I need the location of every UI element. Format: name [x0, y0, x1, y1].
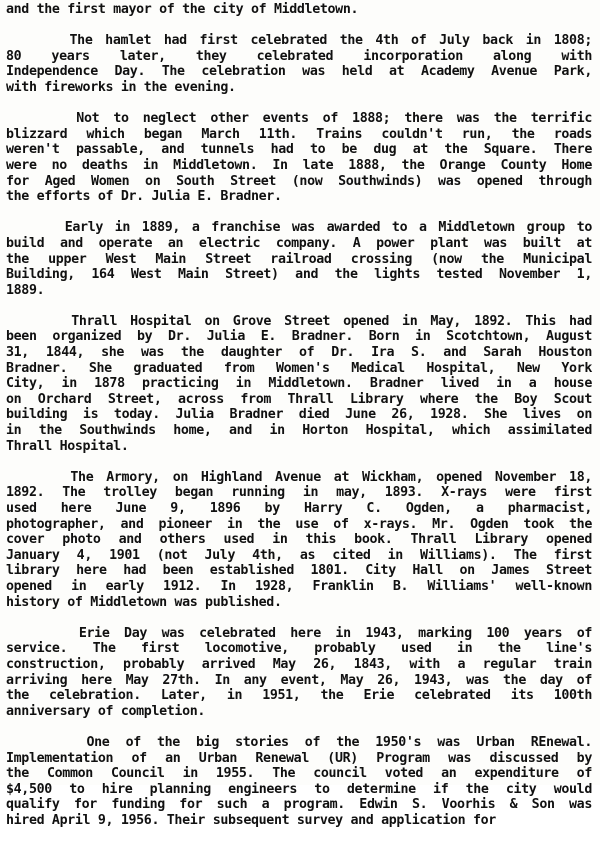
text-line: on Orchard Street, across from Thrall Library where the Boy Scout — [6, 391, 592, 407]
text-line: construction, probably arrived May 26, 1843, with a regular train — [6, 656, 592, 672]
paragraph — [6, 220, 592, 298]
text-line: qualify for funding for such a program. Edwin S. Voorhis & Son was — [6, 797, 592, 813]
text-line: library here had been established 1801. City Hall on James Street — [6, 563, 592, 579]
text-line: Implementation of an Urban Renewal (UR) Program was discussed by — [6, 750, 592, 766]
paragraph — [6, 314, 592, 454]
text-line: build and operate an electric company. A power plant was built at — [6, 235, 592, 251]
text-line: anniversary of completion. — [6, 703, 206, 719]
text-line: been organized by Dr. Julia E. Bradner. Born in Scotchtown, August — [6, 329, 592, 345]
text-line: the upper West Main Street railroad crossing (now the Municipal — [6, 251, 592, 267]
text-line: opened in early 1912. In 1928, Franklin B. Williams' well-known — [6, 578, 592, 594]
text-line: Independence Day. The celebration was held at Academy Avenue Park, — [6, 64, 592, 80]
text-line: building is today. Julia Bradner died June 26, 1928. She lives on — [6, 407, 592, 423]
text-line: cover photo and others used in this book. Thrall Library opened — [6, 532, 592, 548]
paragraph — [6, 626, 592, 720]
paragraph — [6, 470, 592, 610]
text-line: were no deaths in Middletown. In late 1888, the Orange County Home — [6, 157, 592, 173]
text-line: 31, 1844, she was the daughter of Dr. Ira S. and Sarah Houston — [6, 345, 592, 361]
text-line: Thrall Hospital. — [6, 438, 129, 454]
text-line: Building, 164 West Main Street) and the lights tested November 1, — [6, 267, 592, 283]
text-line: for Aged Women on South Street (now Southwinds) was opened through — [6, 173, 592, 189]
text-line: arriving here May 27th. In any event, May 26, 1943, was the day of — [6, 672, 592, 688]
text-line: photographer, and pioneer in the use of x-rays. Mr. Ogden took the — [6, 516, 592, 532]
text-line: hired April 9, 1956. Their subsequent survey and application for — [6, 812, 496, 828]
text-line: weren't passable, and tunnels had to be dug at the Square. There — [6, 142, 592, 158]
text-line: City, in 1878 practicing in Middletown. Bradner lived in a house — [6, 376, 592, 392]
text-line: 1892. The trolley began running in may, 1893. X-rays were first — [6, 485, 592, 501]
text-line: service. The first locomotive, probably used in the line's — [6, 641, 592, 657]
document-body — [6, 2, 592, 844]
text-line: the celebration. Later, in 1951, the Erie celebrated its 100th — [6, 688, 592, 704]
text-line: history of Middletown was published. — [6, 594, 282, 610]
text-line: the efforts of Dr. Julia E. Bradner. — [6, 189, 282, 205]
text-line: Early in 1889, a franchise was awarded to a Middletown group to — [6, 220, 593, 236]
text-line: Thrall Hospital on Grove Street opened in May, 1892. This had — [6, 313, 593, 329]
text-line: and the first mayor of the city of Middletown. — [6, 2, 359, 17]
paragraph — [6, 2, 592, 18]
text-line: Erie Day was celebrated here in 1943, marking 100 years of — [6, 625, 593, 641]
text-line: The hamlet had first celebrated the 4th of July back in 1808; — [6, 33, 593, 49]
text-line: 80 years later, they celebrated incorporation along with — [6, 48, 592, 64]
text-line: with fireworks in the evening. — [6, 79, 236, 95]
text-line: used here June 9, 1896 by Harry C. Ogden, a pharmacist, — [6, 501, 592, 516]
text-line: blizzard which began March 11th. Trains couldn't run, the roads — [6, 126, 592, 142]
text-line: The Armory, on Highland Avenue at Wickham, opened November 18, — [6, 469, 593, 485]
text-line: $4,500 to hire planning engineers to determine if the city would — [6, 781, 592, 797]
paragraph — [6, 735, 592, 829]
text-line: Not to neglect other events of 1888; there was the terrific — [6, 111, 592, 127]
text-line: Bradner. She graduated from Women's Medical Hospital, New York — [6, 360, 592, 376]
paragraph — [6, 111, 592, 205]
text-line: 1889. — [6, 282, 45, 298]
paragraph — [6, 33, 592, 95]
text-line: One of the big stories of the 1950's was Urban REnewal. — [6, 734, 592, 750]
text-line: the Common Council in 1955. The council voted an expenditure of — [6, 766, 592, 782]
text-line: in the Southwinds home, and in Horton Hospital, which assimilated — [6, 423, 592, 439]
text-line: January 4, 1901 (not July 4th, as cited in Williams). The first — [6, 547, 592, 563]
